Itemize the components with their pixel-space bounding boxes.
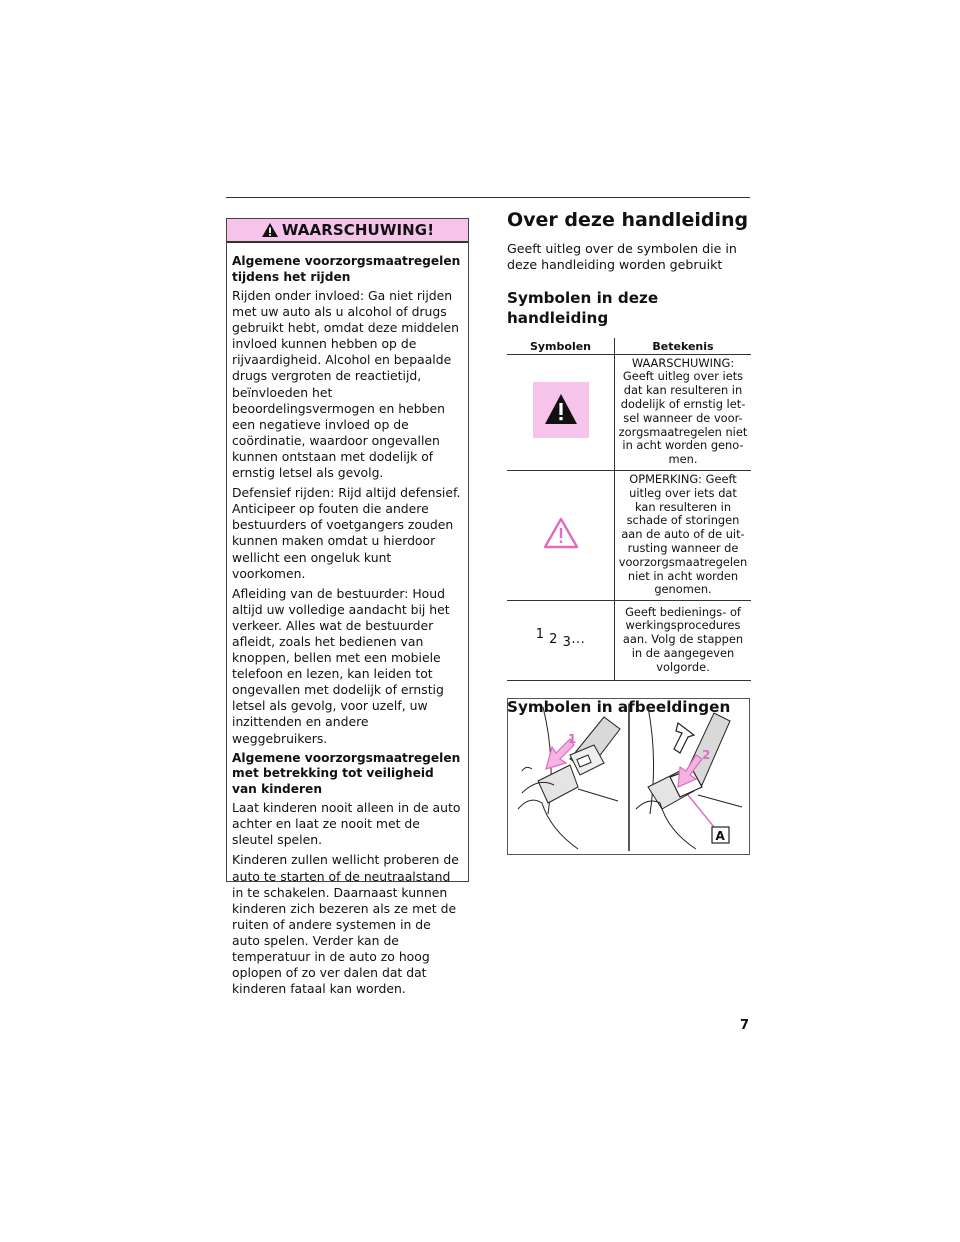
caution-symbol-icon xyxy=(542,516,580,550)
warning-paragraph: Afleiding van de bestuurder: Houd altijd uw volledige aandacht bij het verkeer. Alles wat de bestuurder afleidt, zoals het bedienen van knoppen, bellen met een mobiele telefoon en lezen, kan leiden tot ongevallen met dodelijk of ernstig letsel als gevolg, voor uzelf, uw inzittenden en andere weggebruikers. xyxy=(232,585,450,746)
warning-body xyxy=(227,243,468,997)
steps-symbol xyxy=(536,627,586,650)
seatbelt-illustration xyxy=(507,698,750,855)
warning-paragraph: Kinderen zullen wellicht proberen de auto te starten of de neutraalstand in te schakelen. Daarnaast kunnen kinderen zich bezeren als ze met de ruiten of andere systemen in de auto spelen. Verder kan de temperatuur in de auto zo hoog oplopen of zo ver dalen dat dat kinderen fataal kan worden. xyxy=(232,852,459,997)
step-number: 1 xyxy=(535,627,545,643)
warning-header xyxy=(227,219,468,243)
symbols-table xyxy=(507,338,751,682)
intro-text: Geeft uitleg over de symbolen die in deze handleiding worden gebruikt xyxy=(507,241,737,273)
warning-symbol-icon xyxy=(533,382,589,438)
step-dots: ... xyxy=(571,632,586,648)
warning-paragraph: Defensief rijden: Rijd altijd defensief. Anticipeer op fouten die andere bestuurders of voetgangers zouden kunnen maken omdat u hierdoor wellicht een ongeluk kunt voorkomen. xyxy=(232,485,461,581)
warning-paragraph: Rijden onder invloed: Ga niet rijden met uw auto als u alcohol of drugs gebruikt hebt, omdat deze middelen invloed kunnen hebben op de rijvaardigheid. Alcohol en bepaalde drugs vergroten de reactietijd, beïnvloeden het beoordelingsvermogen en hebben een negatieve invloed op de coördinatie, waardoor ongevallen kunnen ontstaan met dodelijk of ernstig letsel als gevolg. xyxy=(232,288,460,481)
top-rule xyxy=(226,197,750,198)
meaning-warning: WAARSCHUWING: Geeft uitleg over iets dat kan resulteren in dodelijk of ernstig let-sel wanneer de voor-zorgsmaatregelen niet in acht worden geno-men. xyxy=(615,354,752,470)
table-row xyxy=(507,470,751,600)
callout-label-a: A xyxy=(715,829,725,843)
right-column xyxy=(507,206,751,717)
warning-box xyxy=(226,218,469,997)
meaning-caution: OPMERKING: Geeft uitleg over iets dat kan resulteren in schade of storingen aan de auto of de uit-rusting wanneer de voorzorgsmaatregelen niet in acht worden genomen. xyxy=(615,470,752,600)
meaning-steps: Geeft bedienings- of werkingsprocedures aan. Volg de stappen in de aangegeven volgorde. xyxy=(615,601,752,681)
warning-heading-children: Algemene voorzorgsmaatregelen met betrekking tot veiligheid van kinderen xyxy=(232,750,461,796)
column-header-symbols: Symbolen xyxy=(507,338,615,355)
callout-number-1: 1 xyxy=(568,732,577,746)
page-title: Over deze handleiding xyxy=(507,209,749,231)
step-number: 2 xyxy=(549,632,558,648)
column-header-meaning: Betekenis xyxy=(615,338,752,355)
table-row xyxy=(507,601,751,681)
warning-heading-driving: Algemene voorzorgsmaatregelen tijdens het rijden xyxy=(232,254,461,284)
warning-icon xyxy=(261,222,279,238)
section-heading-symbols: Symbolen in deze handleiding xyxy=(507,288,659,327)
callout-number-2: 2 xyxy=(702,748,711,762)
step-number: 3 xyxy=(562,635,572,651)
page-number: 7 xyxy=(740,1018,750,1033)
warning-title: WAARSCHUWING! xyxy=(281,221,435,239)
illustration-drawing xyxy=(508,699,749,854)
table-row xyxy=(507,354,751,470)
section-heading-illustrations: Symbolen in afbeeldingen xyxy=(507,698,731,717)
warning-paragraph: Laat kinderen nooit alleen in de auto achter en laat ze nooit met de sleutel spelen. xyxy=(232,800,461,848)
